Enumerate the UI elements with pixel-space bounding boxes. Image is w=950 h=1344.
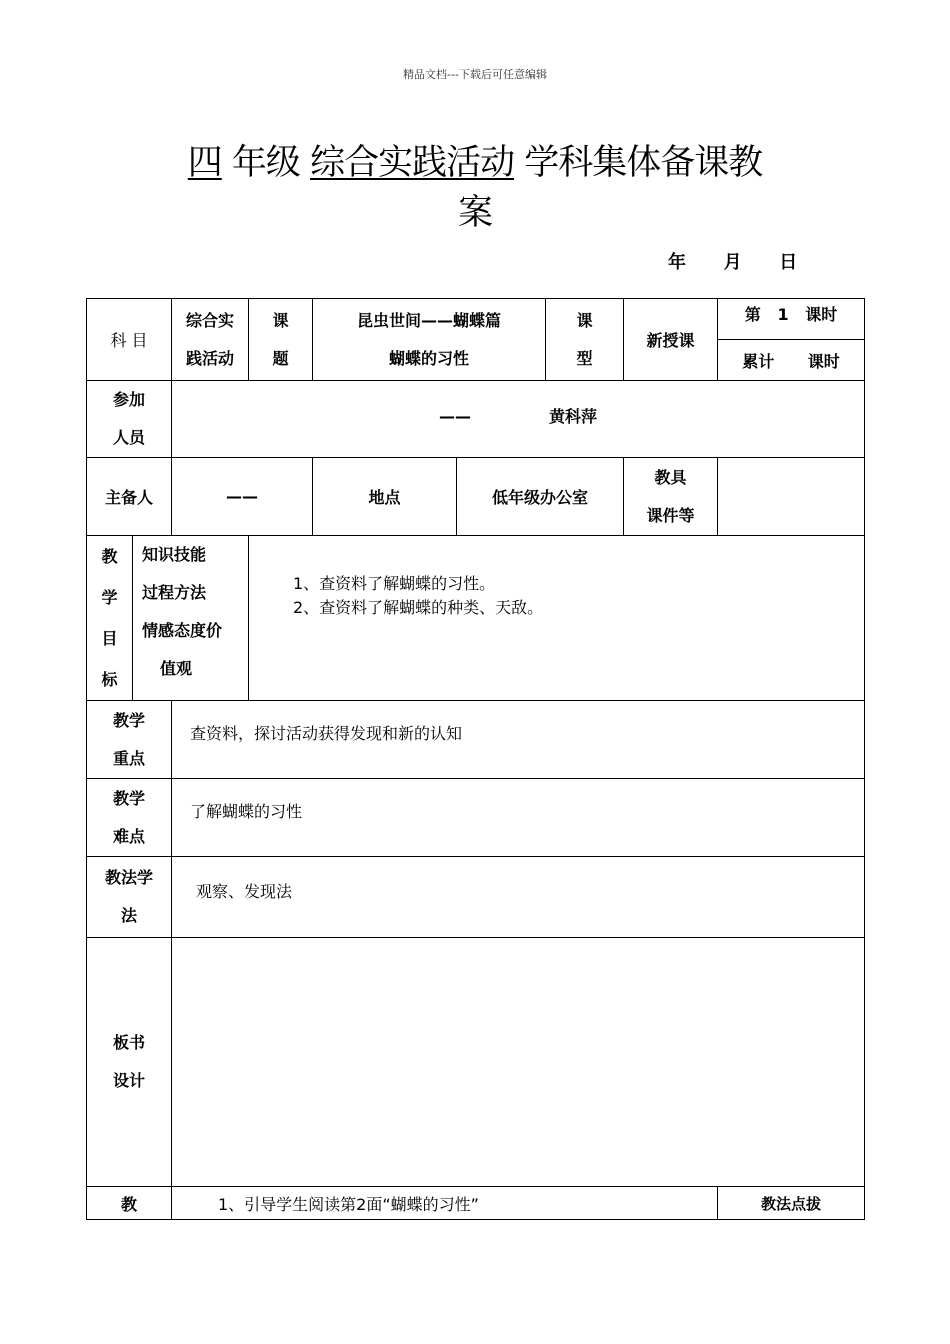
objective-item: 1、查资料了解蝴蝶的习性。	[293, 574, 496, 593]
objectives-label-1: 教	[101, 547, 118, 566]
type-label	[546, 299, 624, 381]
row-key-points	[87, 701, 865, 779]
cumulative-cell: 累计 课时	[718, 340, 865, 381]
title-subject: 综合实践活动	[310, 143, 515, 183]
category-attitude: 情感态度价	[142, 621, 223, 640]
key-points-value: 查资料，探讨活动获得发现和新的认知	[172, 701, 865, 779]
topic-label1: 课	[272, 310, 289, 330]
subject-value	[172, 299, 249, 381]
participants-label1: 参加	[112, 390, 145, 409]
process-value: 1、引导学生阅读第2面“蝴蝶的习性”	[172, 1187, 718, 1220]
subject-label: 科 目	[87, 299, 172, 381]
board-label	[87, 938, 172, 1187]
row-difficulties	[87, 779, 865, 857]
category-knowledge: 知识技能	[142, 545, 207, 564]
key-points-label2: 重点	[112, 748, 145, 768]
tools-label2: 课件等	[646, 505, 695, 525]
topic-line1: 昆虫世间——蝴蝶篇	[357, 310, 502, 330]
title-grade: 四	[187, 143, 222, 183]
row-board	[87, 938, 865, 1187]
place-label: 地点	[313, 458, 457, 536]
row-subject	[87, 299, 865, 340]
topic-value	[313, 299, 546, 381]
objectives-label-4: 标	[101, 670, 118, 689]
participants-label	[87, 381, 172, 458]
participants-label2: 人员	[112, 428, 145, 447]
row-lead	[87, 458, 865, 536]
type-value: 新授课	[624, 299, 718, 381]
type-label1: 课	[576, 310, 593, 330]
tools-label	[624, 458, 718, 536]
title-part1: 年级	[221, 143, 311, 183]
watermark: 精品文档---下载后可任意编辑	[403, 68, 547, 81]
subject-line1: 综合实	[185, 310, 234, 330]
difficulties-label	[87, 779, 172, 857]
participants-value: —— 黄科萍	[172, 381, 865, 458]
process-label: 教	[87, 1187, 172, 1220]
row-methods	[87, 857, 865, 938]
type-label2: 型	[576, 348, 593, 368]
objectives-label-3: 目	[101, 629, 118, 648]
objectives-categories	[133, 536, 249, 701]
difficulties-label2: 难点	[112, 826, 145, 846]
key-points-label	[87, 701, 172, 779]
difficulties-label1: 教学	[112, 788, 145, 808]
lead-label: 主备人	[87, 458, 172, 536]
key-points-label1: 教学	[112, 710, 145, 730]
period-cell: 第 1 课时	[718, 299, 865, 340]
topic-label2: 题	[272, 348, 289, 368]
row-process	[87, 1187, 865, 1220]
objective-item: 2、查资料了解蝴蝶的种类、天敌。	[293, 598, 544, 617]
lesson-plan-table	[86, 298, 865, 1220]
subject-line2: 践活动	[185, 348, 234, 368]
category-values: 值观	[160, 659, 193, 678]
title-part3: 案	[457, 193, 492, 233]
title-part2: 学科集体备课教	[514, 143, 763, 183]
methods-value: 观察、发现法	[172, 857, 865, 938]
board-label2: 设计	[112, 1071, 145, 1090]
lead-value: ——	[172, 458, 313, 536]
row-participants	[87, 381, 865, 458]
methods-label2: 法	[120, 906, 137, 925]
tools-value	[718, 458, 865, 536]
difficulties-value: 了解蝴蝶的习性	[172, 779, 865, 857]
row-objectives	[87, 536, 865, 701]
methods-label1: 教法学	[104, 868, 153, 887]
tools-label1: 教具	[654, 467, 687, 487]
methods-label	[87, 857, 172, 938]
board-value	[172, 938, 865, 1187]
category-process: 过程方法	[142, 583, 207, 602]
date-line: 年 月 日	[668, 252, 798, 273]
page-title	[0, 138, 950, 238]
place-value: 低年级办公室	[457, 458, 624, 536]
objectives-items	[249, 536, 865, 701]
topic-label	[249, 299, 313, 381]
topic-line2: 蝴蝶的习性	[389, 348, 470, 368]
objectives-label	[87, 536, 133, 701]
objectives-label-2: 学	[101, 588, 118, 607]
board-label1: 板书	[112, 1033, 145, 1052]
tips-label: 教法点拔	[718, 1187, 865, 1220]
